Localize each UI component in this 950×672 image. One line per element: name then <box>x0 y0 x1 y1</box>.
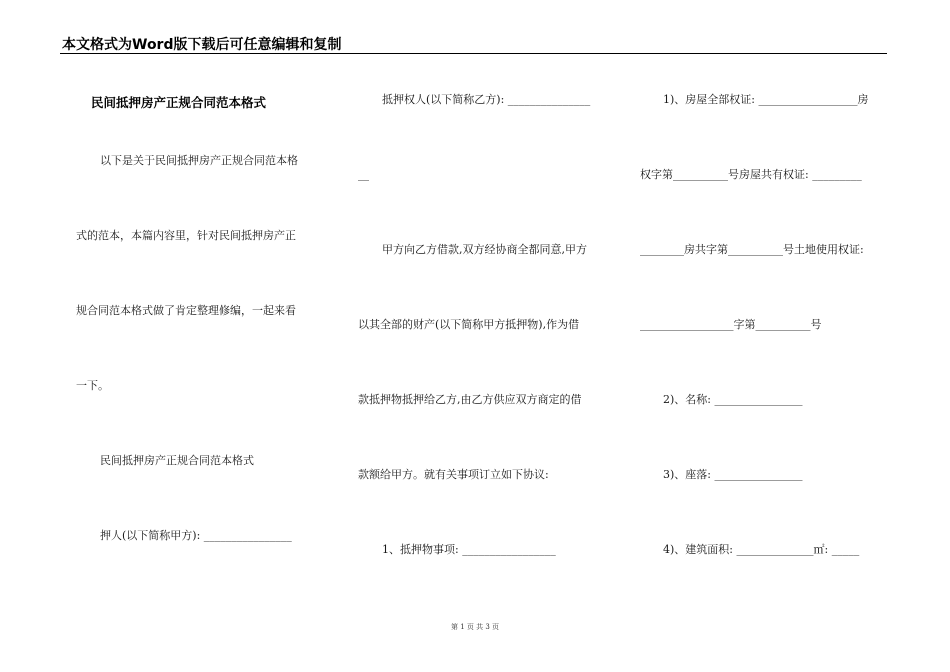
paragraph-line: 以其全部的财产(以下简称甲方抵押物),作为借 <box>358 318 580 331</box>
paragraph-line: 以下是关于民间抵押房产正规合同范本格 <box>100 154 298 167</box>
paragraph-line: 押人(以下简称甲方): ________________ <box>100 529 292 542</box>
document-title: 民间抵押房产正规合同范本格式 <box>91 95 267 110</box>
paragraph-line: 甲方向乙方借款,双方经协商全都同意,甲方 <box>382 243 587 256</box>
header-divider <box>60 53 887 54</box>
paragraph-line: __ <box>358 168 369 181</box>
paragraph-line: _________________字第__________号 <box>640 318 822 331</box>
page-number: 第 1 页 共 3 页 <box>450 623 500 631</box>
paragraph-line: 2)、名称: ________________ <box>663 393 803 406</box>
document-header: 本文格式为Word版下载后可任意编辑和复制 <box>62 37 342 53</box>
paragraph-line: 1、抵押物事项: _________________ <box>382 543 556 556</box>
paragraph-line: 3)、座落: ________________ <box>663 468 803 481</box>
paragraph-line: 一下。 <box>76 379 109 392</box>
paragraph-line: 抵押权人(以下简称乙方): _______________ <box>382 93 591 106</box>
paragraph-line: 1)、房屋全部权证: __________________房 <box>663 93 869 106</box>
paragraph-line: 款额给甲方。就有关事项订立如下协议: <box>358 468 549 481</box>
paragraph-line: 式的范本，本篇内容里，针对民间抵押房产正 <box>76 229 296 242</box>
paragraph-line: 款抵押物抵押给乙方,由乙方供应双方商定的借 <box>358 393 582 406</box>
paragraph-line: 4)、建筑面积: ______________㎡: _____ <box>663 543 860 556</box>
paragraph-line: 规合同范本格式做了肯定整理修编，一起来看 <box>76 304 296 317</box>
paragraph-line: 民间抵押房产正规合同范本格式 <box>100 454 254 467</box>
paragraph-line: 权字第__________号房屋共有权证: _________ <box>640 168 862 181</box>
paragraph-line: ________房共字第__________号土地使用权证: <box>640 243 864 256</box>
